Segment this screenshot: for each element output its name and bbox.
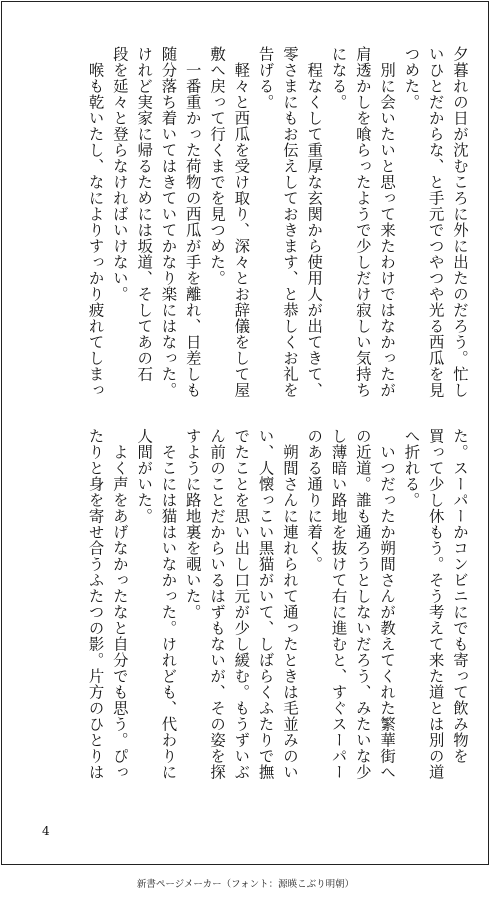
text-line: 敷へ戻って行くまでを見つめた。 bbox=[208, 46, 227, 286]
text-line: 随分落ち着いてはきていてかなり楽にはなった。 bbox=[159, 46, 178, 398]
text-line: 朔間さんに連れられて通ったときは毛並みのい bbox=[280, 428, 299, 780]
text-block-lower bbox=[83, 428, 472, 788]
text-line: の近道。誰も通ろうとしないだろう、みたいな少 bbox=[353, 428, 372, 780]
book-page bbox=[1, 1, 489, 865]
text-line: た。スーパーかコンビニにでも寄って飲み物を bbox=[451, 428, 469, 764]
footer-credit: 新書ページメーカー（フォント：源暎こぶり明朝） bbox=[136, 879, 355, 890]
text-line: けれど実家に帰るためには坂道、そしてあの石 bbox=[135, 46, 154, 382]
text-line: 夕暮れの日が沈むころに外に出たのだろう。忙し bbox=[451, 46, 469, 398]
text-line: 零さまにもお伝えしておきます、と恭しくお礼を bbox=[280, 46, 299, 398]
text-line: そこには猫はいなかった。けれども、代わりに bbox=[159, 428, 178, 780]
text-line: 一番重かった荷物の西瓜が手を離れ、日差しも bbox=[183, 46, 202, 398]
text-line: し薄暗い路地を抜けて右に進むと、すぐスーパー bbox=[329, 428, 348, 780]
text-line: い、人懐っこい黒猫がいて、しばらくふたりで撫 bbox=[256, 428, 275, 780]
text-line: 肩透かしを喰らったようで少しだけ寂しい気持ち bbox=[353, 46, 372, 398]
text-line: 人間がいた。 bbox=[135, 428, 154, 524]
text-line: でたことを思い出し口元が少し緩む。もうずいぶ bbox=[232, 428, 251, 780]
page-number: 4 bbox=[42, 824, 50, 838]
text-line: 喉も乾いたし、なによりすっかり疲れてしまっ bbox=[86, 46, 105, 398]
text-line: ん前のことだからいるはずもないが、その姿を探 bbox=[208, 428, 227, 780]
text-line: 程なくして重厚な玄関から使用人が出てきて、 bbox=[305, 46, 324, 398]
text-line: 段を延々と登らなければいけない。 bbox=[110, 46, 129, 302]
text-line: よく声をあげなかったなと自分でも思う。ぴっ bbox=[110, 428, 129, 780]
text-line: へ折れる。 bbox=[402, 428, 421, 508]
text-line: 別に会いたいと思って来たわけではなかったが bbox=[378, 46, 397, 398]
text-line: になる。 bbox=[329, 46, 348, 110]
text-line: 軽々と西瓜を受け取り、深々とお辞儀をして屋 bbox=[232, 46, 251, 398]
text-line: いつだったか朔間さんが教えてくれた繁華街へ bbox=[378, 428, 397, 780]
text-line: いひとだからな、と手元でつやつや光る西瓜を見 bbox=[426, 46, 445, 398]
text-block-upper bbox=[83, 46, 472, 406]
text-line: たりと身を寄せ合うふたつの影。片方のひとりは bbox=[86, 428, 105, 780]
text-line: 買って少し休もう。そう考えて来た道とは別の道 bbox=[426, 428, 445, 780]
text-line: すように路地裏を覗いた。 bbox=[183, 428, 202, 620]
text-line: つめた。 bbox=[402, 46, 421, 110]
text-line: 告げる。 bbox=[256, 46, 275, 110]
text-line: のある通りに着く。 bbox=[305, 428, 324, 572]
